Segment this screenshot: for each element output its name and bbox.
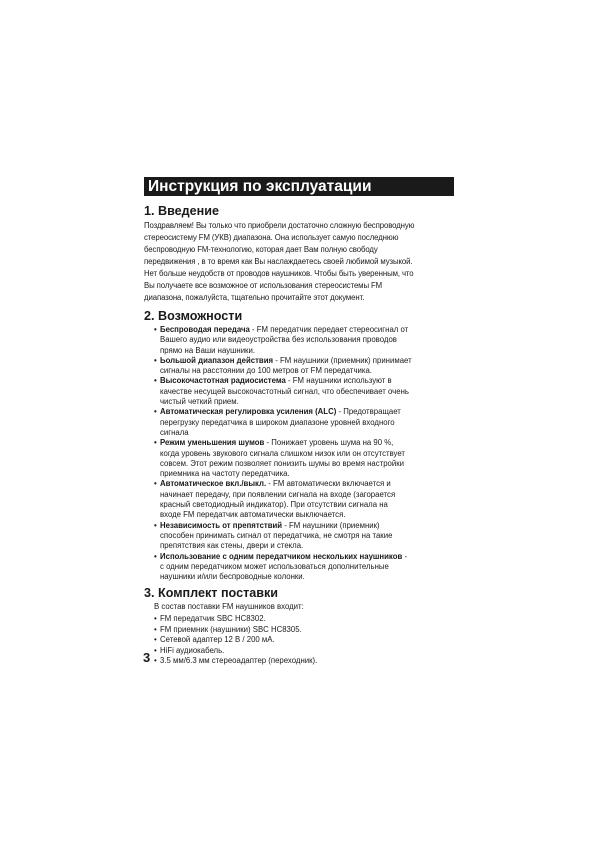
feature-title: Ьольшой диапазон действия: [160, 355, 274, 365]
feature-title: Беспроводая передача: [160, 325, 250, 334]
bullet-icon: •: [154, 645, 157, 655]
document-page: [144, 177, 454, 667]
feature-description: - Предотвращает: [336, 407, 401, 417]
document-title: Инструкция по эксплуатации: [144, 177, 454, 196]
feature-first-line: [160, 376, 454, 386]
feature-description: - FM передатчик передает стереосигнал от: [249, 325, 409, 334]
package-item-text: HiFi аудиокабель.: [160, 645, 225, 655]
feature-description-line: приемника на частоту передатчика.: [160, 469, 290, 479]
package-item: [154, 614, 454, 625]
feature-description-line: перегрузку передатчика в широком диапазоне уровней входного: [160, 417, 395, 427]
section-heading-package: 3. Комплект поставки: [144, 586, 279, 601]
feature-description-line: когда уровень звукового сигнала слишком низок или он отсутствует: [160, 448, 405, 458]
package-item: [154, 656, 454, 667]
feature-item: [144, 407, 454, 438]
package-item-text: 3.5 мм/6.3 мм стереоадаптер (переходник).: [160, 656, 318, 666]
feature-description-line: наушники и/или беспроводные колонки.: [160, 572, 305, 582]
section-heading-features: 2. Возможности: [144, 309, 243, 323]
feature-description: - Понижает уровень шума на 90 %,: [264, 438, 394, 448]
package-list: [154, 614, 454, 667]
intro-line: Вы получаете все возможное от использования стереосистемы FM: [144, 281, 383, 290]
feature-description: - FM наушники используют в: [285, 376, 392, 386]
feature-item: [144, 376, 454, 407]
intro-line: беспроводную FM-технологию, которая дает Вам полную свободу: [144, 245, 378, 254]
feature-description-line: чистый четкий прием.: [160, 397, 239, 407]
feature-item: [144, 438, 454, 479]
feature-description-line: красный светодиодный индикатор). При отсутствии сигнала на: [160, 500, 388, 510]
intro-line: Нет больше неудобств от проводов наушников. Чтобы быть уверенным, что: [144, 269, 414, 278]
bullet-icon: •: [154, 438, 157, 448]
feature-description: -: [402, 551, 408, 561]
feature-description-line: сигнала: [160, 427, 189, 437]
feature-first-line: [160, 521, 454, 531]
bullet-icon: •: [154, 551, 157, 561]
feature-item: [144, 552, 454, 583]
package-item: [154, 646, 454, 657]
bullet-icon: •: [154, 614, 157, 624]
feature-title: Использование с одним передатчиком нескольких наушников: [160, 551, 403, 561]
feature-first-line: [160, 438, 454, 448]
feature-item: [144, 356, 454, 377]
bullet-icon: •: [154, 479, 157, 489]
feature-description: - FM автоматически включается и: [266, 479, 391, 489]
feature-description-line: с одним передатчиком может использоваться дополнительные: [160, 561, 389, 571]
intro-line: Поздравляем! Вы только что приобрели достаточно сложную беспроводную: [144, 221, 415, 230]
feature-item: [144, 521, 454, 552]
bullet-icon: •: [154, 635, 157, 645]
package-item: [154, 625, 454, 636]
bullet-icon: •: [154, 407, 157, 417]
feature-title: Автоматическая регулировка усиления (ALC): [160, 407, 337, 417]
feature-first-line: [160, 479, 454, 489]
bullet-icon: •: [154, 355, 157, 365]
feature-title: Режим уменьшения шумов: [160, 438, 265, 448]
feature-description-line: входе FM передатчик автоматически выключается.: [160, 510, 346, 520]
intro-paragraph: [144, 220, 454, 304]
bullet-icon: •: [154, 325, 157, 334]
page-number: 3: [143, 650, 151, 665]
feature-title: Автоматическое вкл./выкл.: [160, 479, 267, 489]
package-contents: [144, 602, 454, 667]
bullet-icon: •: [154, 624, 157, 634]
feature-description: - FM наушники (приемник) принимает: [273, 355, 412, 365]
intro-line: диапазона, пожалуйста, тщательно прочитайте этот документ.: [144, 293, 365, 302]
feature-first-line: [160, 407, 454, 417]
intro-line: стереосистему FM (УКВ) диапазона. Она использует самую последнюю: [144, 233, 399, 242]
bullet-icon: •: [154, 376, 157, 386]
feature-first-line: [160, 325, 454, 335]
feature-item: [144, 479, 454, 520]
package-item-text: FM передатчик SBC HC8302.: [160, 614, 266, 624]
feature-description-line: прямо на Ваши наушники.: [160, 345, 255, 355]
bullet-icon: •: [154, 520, 157, 530]
bullet-icon: •: [154, 656, 157, 666]
feature-item: [144, 325, 454, 356]
feature-first-line: [160, 356, 454, 366]
package-item-text: Сетевой адаптер 12 В / 200 мА.: [160, 635, 275, 645]
features-list: [144, 325, 454, 582]
package-item: [154, 635, 454, 646]
feature-description-line: сигналы на расстоянии до 100 метров от FM передатчика.: [160, 366, 372, 376]
feature-first-line: [160, 552, 454, 562]
feature-title: Независимость от препятствий: [160, 520, 283, 530]
intro-line: передвижения , в то время как Вы наслаждаетесь своей любимой музыкой.: [144, 257, 413, 266]
feature-description-line: начинает передачу, при появлении сигнала на входе (загорается: [160, 489, 396, 499]
feature-title: Высокочастотная радиосистема: [160, 376, 286, 386]
feature-description: - FM наушники (приемник): [282, 520, 380, 530]
package-item-text: FM приемник (наушники) SBC HC8305.: [160, 624, 302, 634]
feature-description-line: препятствия как стены, двери и стекла.: [160, 541, 304, 551]
package-lead: В состав поставки FM наушников входит:: [154, 602, 304, 612]
feature-description-line: Вашего аудио или видеоустройства без использования проводов: [160, 335, 397, 345]
feature-description-line: качестве несущей высокочастотный сигнал, что обеспечивает очень: [160, 386, 409, 396]
feature-description-line: совсем. Этот режим позволяет понизить шумы во время настройки: [160, 458, 404, 468]
section-heading-intro: 1. Введение: [144, 204, 220, 218]
feature-description-line: способен принимать сигнал от передатчика, не смотря на такие: [160, 530, 393, 540]
